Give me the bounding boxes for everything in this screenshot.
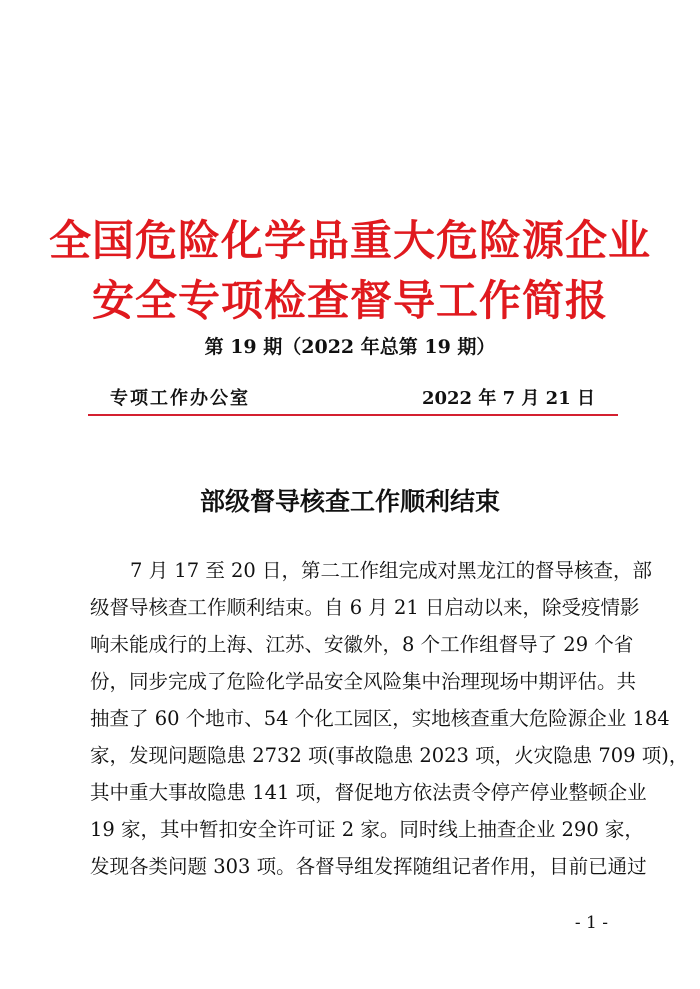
issuing-office: 专项工作办公室 [110,388,250,409]
bulletin-title-line-2: 安全专项检查督导工作简报 [91,276,608,325]
body-line: 家，发现问题隐患 2732 项(事故隐患 2023 项，火灾隐患 709 项)， [90,744,689,767]
body-line: 份，同步完成了危险化学品安全风险集中治理现场中期评估。共 [90,670,637,693]
body-line: 发现各类问题 303 项。各督导组发挥随组记者作用，目前已通过 [90,855,647,878]
issue-date: 2022 年 7 月 21 日 [421,388,595,409]
issue-number: 第 19 期（2022 年总第 19 期） [204,336,496,358]
body-line: 19 家，其中暂扣安全许可证 2 家。同时线上抽查企业 290 家， [90,818,644,841]
red-divider [88,414,618,416]
body-line: 7 月 17 至 20 日，第二工作组完成对黑龙江的督导核查，部 [130,559,653,582]
article-heading: 部级督导核查工作顺利结束 [199,487,500,516]
page-number: - 1 - [574,913,608,933]
body-line: 抽查了 60 个地市、54 个化工园区，实地核查重大危险源企业 184 [90,707,670,730]
bulletin-title-line-1: 全国危险化学品重大危险源企业 [48,216,651,265]
body-line: 级督导核查工作顺利结束。自 6 月 21 日启动以来，除受疫情影 [90,596,640,619]
body-line: 其中重大事故隐患 141 项，督促地方依法责令停产停业整顿企业 [90,781,647,804]
body-line: 响未能成行的上海、江苏、安徽外，8 个工作组督导了 29 个省 [90,633,634,656]
